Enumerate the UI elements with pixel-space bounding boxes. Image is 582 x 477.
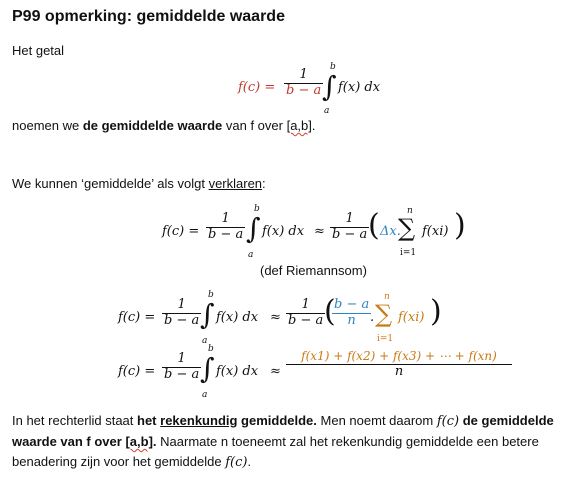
eq2-right-numerator: 1 [345, 211, 354, 226]
eq4-mean-fraction [286, 350, 512, 380]
open-paren: ( [368, 208, 380, 243]
eq3-fraction [162, 298, 201, 329]
approx-sign: ≈ [314, 224, 325, 239]
eq2-lhs: f(c) = [162, 224, 200, 239]
definition-text [12, 118, 316, 133]
explain-prefix: We kunnen ‘gemiddelde’ als volgt [12, 176, 209, 191]
eq3-fraction-right [286, 298, 325, 329]
eq3-right-numerator: 1 [301, 297, 310, 312]
explain-text [12, 176, 266, 191]
conclusion-line-1 [12, 411, 578, 432]
riemann-label: (def Riemannsom) [260, 263, 367, 278]
eq3-summand: f(xi) [398, 310, 425, 325]
conclusion-text: Men noemt daarom [316, 413, 437, 428]
conclusion-text: . [247, 454, 252, 469]
integral-sign: ∫ [322, 70, 337, 103]
sum-upper: n [384, 292, 390, 302]
definition-prefix: noemen we [12, 118, 83, 133]
eq2-numerator: 1 [221, 211, 230, 226]
eq1-numerator: 1 [299, 67, 308, 82]
equation-riemann-expanded [118, 290, 448, 348]
sum-lower: i=1 [400, 248, 417, 258]
conclusion-bold: het [137, 413, 161, 428]
eq4-lhs: f(c) = [118, 364, 156, 379]
eq2-fraction [206, 212, 245, 243]
eq4-denominator: b − a [164, 366, 200, 382]
eq3-upper-limit: b [208, 290, 214, 300]
eq3-lhs: f(c) = [118, 310, 156, 325]
close-paren: ) [454, 208, 466, 243]
eq1-lower-limit: a [324, 106, 330, 116]
eq4-fraction [162, 352, 201, 383]
eq1-lhs: f(c) = [238, 80, 276, 95]
definition-bold: de gemiddelde waarde [82, 118, 223, 133]
conclusion-text: benadering zijn voor het gemiddelde [12, 454, 226, 469]
conclusion-bold: waarde van f over [12, 434, 126, 449]
conclusion-paragraph [12, 411, 578, 473]
eq2-fraction-right [330, 212, 369, 243]
eq3-integrand: f(x) dx [216, 310, 259, 325]
conclusion-line-2 [12, 432, 578, 452]
approx-sign: ≈ [270, 310, 281, 325]
sum-upper: n [407, 206, 413, 216]
eq4-mean-numerator: f(x1) + f(x2) + f(x3) + ⋯ + f(xn) [301, 349, 497, 363]
eq2-integrand: f(x) dx [262, 224, 305, 239]
conclusion-interval: [a,b] [125, 434, 153, 449]
conclusion-fc: f(c) [225, 455, 248, 470]
close-paren: ) [430, 294, 442, 329]
integral-sign: ∫ [200, 298, 215, 331]
eq2-lower-limit: a [248, 250, 254, 260]
definition-end: . [311, 118, 316, 133]
eq1-denominator: b − a [286, 82, 322, 98]
delta-x: Δx. [380, 224, 401, 239]
conclusion-line-3 [12, 452, 578, 473]
eq2-upper-limit: b [254, 204, 260, 214]
eq3-denominator: b − a [164, 312, 200, 328]
sigma-icon: ∑ [398, 214, 416, 242]
eq3-right-denominator: b − a [288, 312, 324, 328]
equation-arithmetic-mean [118, 344, 518, 400]
eq3-inner-fraction [332, 298, 371, 329]
integral-sign: ∫ [246, 212, 261, 245]
explain-link: verklaren [208, 176, 263, 191]
conclusion-bold-underlined: rekenkundig [160, 413, 238, 428]
intro-text: Het getal [12, 43, 65, 58]
eq2-right-denominator: b − a [332, 226, 368, 242]
eq4-integrand: f(x) dx [216, 364, 259, 379]
open-paren: ( [324, 294, 336, 329]
eq4-numerator: 1 [177, 351, 186, 366]
conclusion-bold: . [152, 434, 157, 449]
definition-interval: [a,b] [286, 118, 312, 133]
conclusion-text: Naarmate n toeneemt zal het rekenkundig gemiddelde een betere [156, 434, 539, 449]
conclusion-text: In het rechterlid staat [12, 413, 138, 428]
equation-mean-value [238, 60, 398, 116]
eq4-lower-limit: a [202, 390, 208, 400]
conclusion-bold: de gemiddelde [459, 413, 554, 428]
explain-end: : [262, 176, 266, 191]
conclusion-fc: f(c) [436, 414, 460, 429]
sum-lower: i=1 [377, 334, 394, 344]
eq3-inner-denominator: n [332, 313, 371, 329]
definition-middle: van f over [222, 118, 287, 133]
eq3-numerator: 1 [177, 297, 186, 312]
conclusion-bold: gemiddelde. [237, 413, 317, 428]
page-title: P99 opmerking: gemiddelde waarde [12, 8, 285, 25]
eq3-lower-limit: a [202, 336, 208, 346]
integral-sign: ∫ [200, 352, 215, 385]
eq2-denominator: b − a [208, 226, 244, 242]
approx-sign: ≈ [270, 364, 281, 379]
multiply-dot: . [370, 310, 375, 325]
eq4-mean-denominator: n [286, 364, 512, 380]
eq1-integrand: f(x) dx [338, 80, 381, 95]
eq3-inner-numerator: b − a [334, 297, 370, 312]
eq4-upper-limit: b [208, 344, 214, 354]
eq1-upper-limit: b [330, 62, 336, 72]
eq2-summand: f(xi) [422, 224, 449, 239]
eq1-fraction [284, 68, 323, 99]
sigma-icon: ∑ [375, 300, 393, 328]
equation-riemann [162, 204, 472, 262]
